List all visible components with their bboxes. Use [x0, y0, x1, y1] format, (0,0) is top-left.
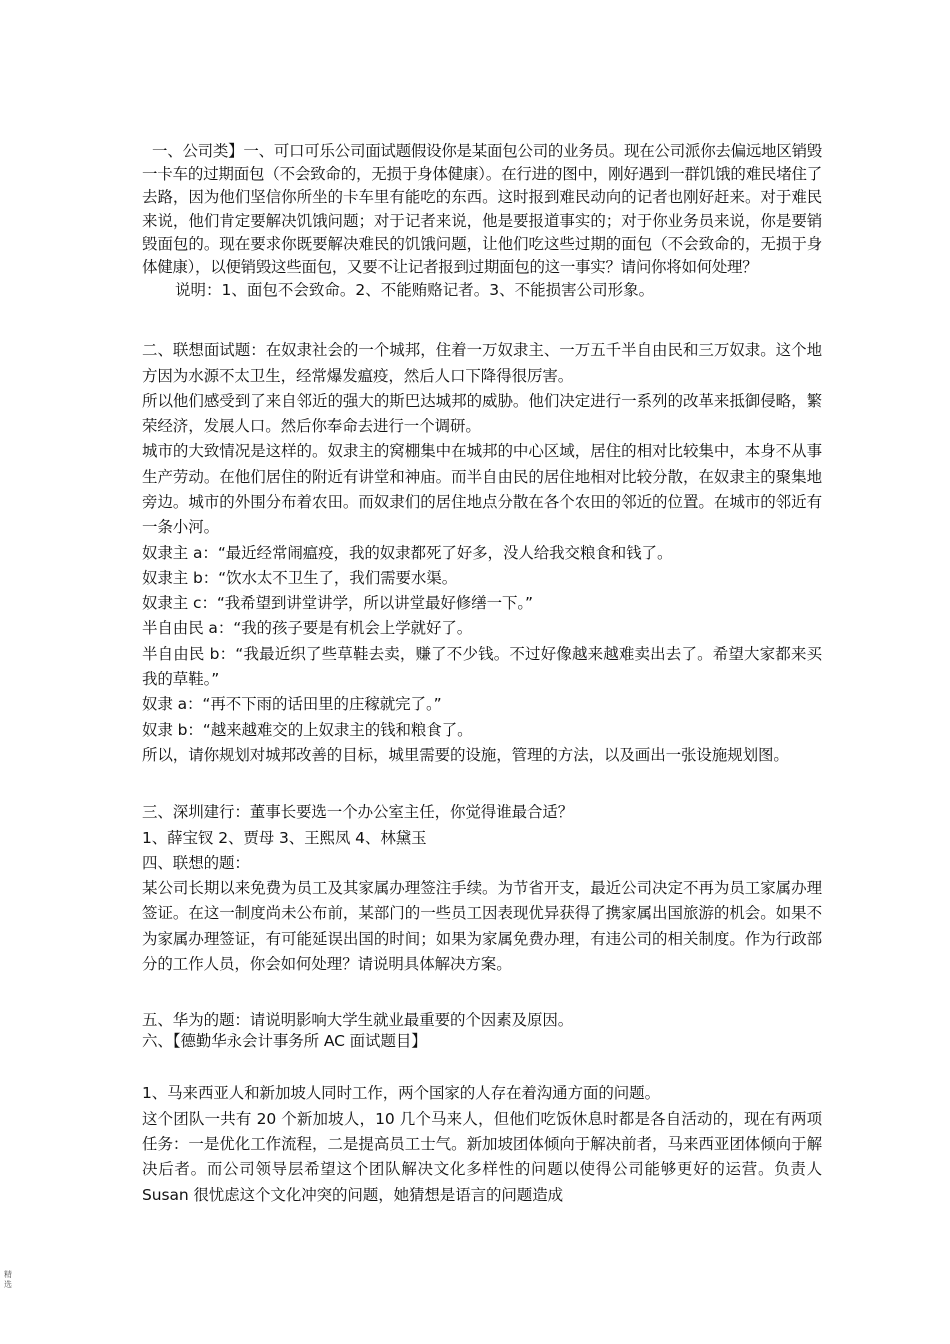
section-2-paragraph-2: 所以他们感受到了来自邻近的强大的斯巴达城邦的威胁。他们决定进行一系列的改革来抵御侵略，繁荣经济，发展人口。然后你奉命去进行一个调研。 [142, 391, 822, 436]
spacer [142, 302, 822, 338]
section-2-dialogue-line: 半自由民 b：“我最近织了些草鞋去卖，赚了不少钱。不过好像越来越难卖出去了。希望大家都来买我的草鞋。” [142, 644, 822, 689]
section-4-title: 四、联想的题： [142, 853, 250, 872]
section-1-paragraph [142, 140, 822, 279]
spacer [142, 768, 822, 800]
section-6-question-1-body: 这个团队一共有 20 个新加坡人，10 几个马来人，但他们吃饭休息时都是各自活动的，现在有两项任务：一是优化工作流程，二是提高员工士气。新加坡团体倾向于解决前者，马来西亚团体倾向于解决后者。而公司领导层希望这个团队解决文化多样性的问题以使得公司能够更好的运营。负责人 Susan 很忧虑这个文化冲突的问题，她猜想是语言的问题造成 [142, 1109, 822, 1204]
section-2-dialogue-line: 奴隶主 c：“我希望到讲堂讲学，所以讲堂最好修缮一下。” [142, 594, 533, 613]
document-page [142, 140, 822, 1208]
section-1-note: 说明：1、面包不会致命。2、不能贿赂记者。3、不能损害公司形象。 [175, 281, 655, 300]
section-2-task: 所以，请你规划对城邦改善的目标，城里需要的设施，管理的方法，以及画出一张设施规划图。 [142, 745, 789, 764]
spacer [142, 1052, 822, 1081]
section-2-dialogue-line: 奴隶 a：“再不下雨的话田里的庄稼就完了。” [142, 695, 442, 714]
section-3-options: 1、薛宝钗 2、贾母 3、王熙凤 4、林黛玉 [142, 828, 427, 847]
section-1-text: 一、公司类】一、可口可乐公司面试题假设你是某面包公司的业务员。现在公司派你去偏远地区销毁一卡车的过期面包（不会致命的，无损于身体健康）。在行进的图中，刚好遇到一群饥饿的难民堵住了去路，因为他们坚信你所坐的卡车里有能吃的东西。这时报到难民动向的记者也刚好赶来。对于难民来说，他们肯定要解决饥饿问题；对于记者来说，他是要报道事实的；对于你业务员来说，你是要销毁面包的。现在要求你既要解决难民的饥饿问题，让他们吃这些过期的面包（不会致命的，无损于身体健康），以便销毁这些面包，又要不让记者报到过期面包的这一事实？请问你将如何处理？ [142, 142, 822, 277]
section-2-paragraph-3: 城市的大致情况是这样的。奴隶主的窝棚集中在城邦的中心区域，居住的相对比较集中，本身不从事生产劳动。在他们居住的附近有讲堂和神庙。而半自由民的居住地相对比较分散，在奴隶主的聚集地旁边。城市的外围分布着农田。而奴隶们的居住地点分散在各个农田的邻近的位置。在城市的邻近有一条小河。 [142, 442, 822, 537]
section-6-question-1-title: 1、马来西亚人和新加坡人同时工作，两个国家的人存在着沟通方面的问题。 [142, 1084, 660, 1103]
section-6-title: 六、【德勤华永会计事务所 AC 面试题目】 [142, 1032, 427, 1051]
section-2-dialogue-line: 半自由民 a：“我的孩子要是有机会上学就好了。 [142, 619, 473, 638]
spacer [142, 977, 822, 1010]
section-5-text: 五、华为的题：请说明影响大学生就业最重要的个因素及原因。 [142, 1011, 574, 1030]
section-4-body: 某公司长期以来免费为员工及其家属办理签注手续。为节省开支，最近公司决定不再为员工家属办理签证。在这一制度尚未公布前，某部门的一些员工因表现优异获得了携家属出国旅游的机会。如果不为家属办理签证，有可能延误出国的时间；如果为家属免费办理，有违公司的相关制度。作为行政部分的工作人员，你会如何处理？请说明具体解决方案。 [142, 879, 822, 974]
footer-mark: 精选 [4, 1270, 12, 1289]
section-2-paragraph-1: 二、联想面试题：在奴隶社会的一个城邦，住着一万奴隶主、一万五千半自由民和三万奴隶。这个地方因为水源不太卫生，经常爆发瘟疫，然后人口下降得很厉害。 [142, 341, 822, 385]
section-2-dialogue-line: 奴隶主 a：“最近经常闹瘟疫，我的奴隶都死了好多，没人给我交粮食和钱了。 [142, 543, 673, 562]
section-3-question: 三、深圳建行：董事长要选一个办公室主任，你觉得谁最合适？ [142, 803, 574, 822]
section-2-dialogue-line: 奴隶 b：“越来越难交的上奴隶主的钱和粮食了。 [142, 720, 473, 739]
section-2-dialogue-line: 奴隶主 b：“饮水太不卫生了，我们需要水渠。 [142, 568, 458, 587]
